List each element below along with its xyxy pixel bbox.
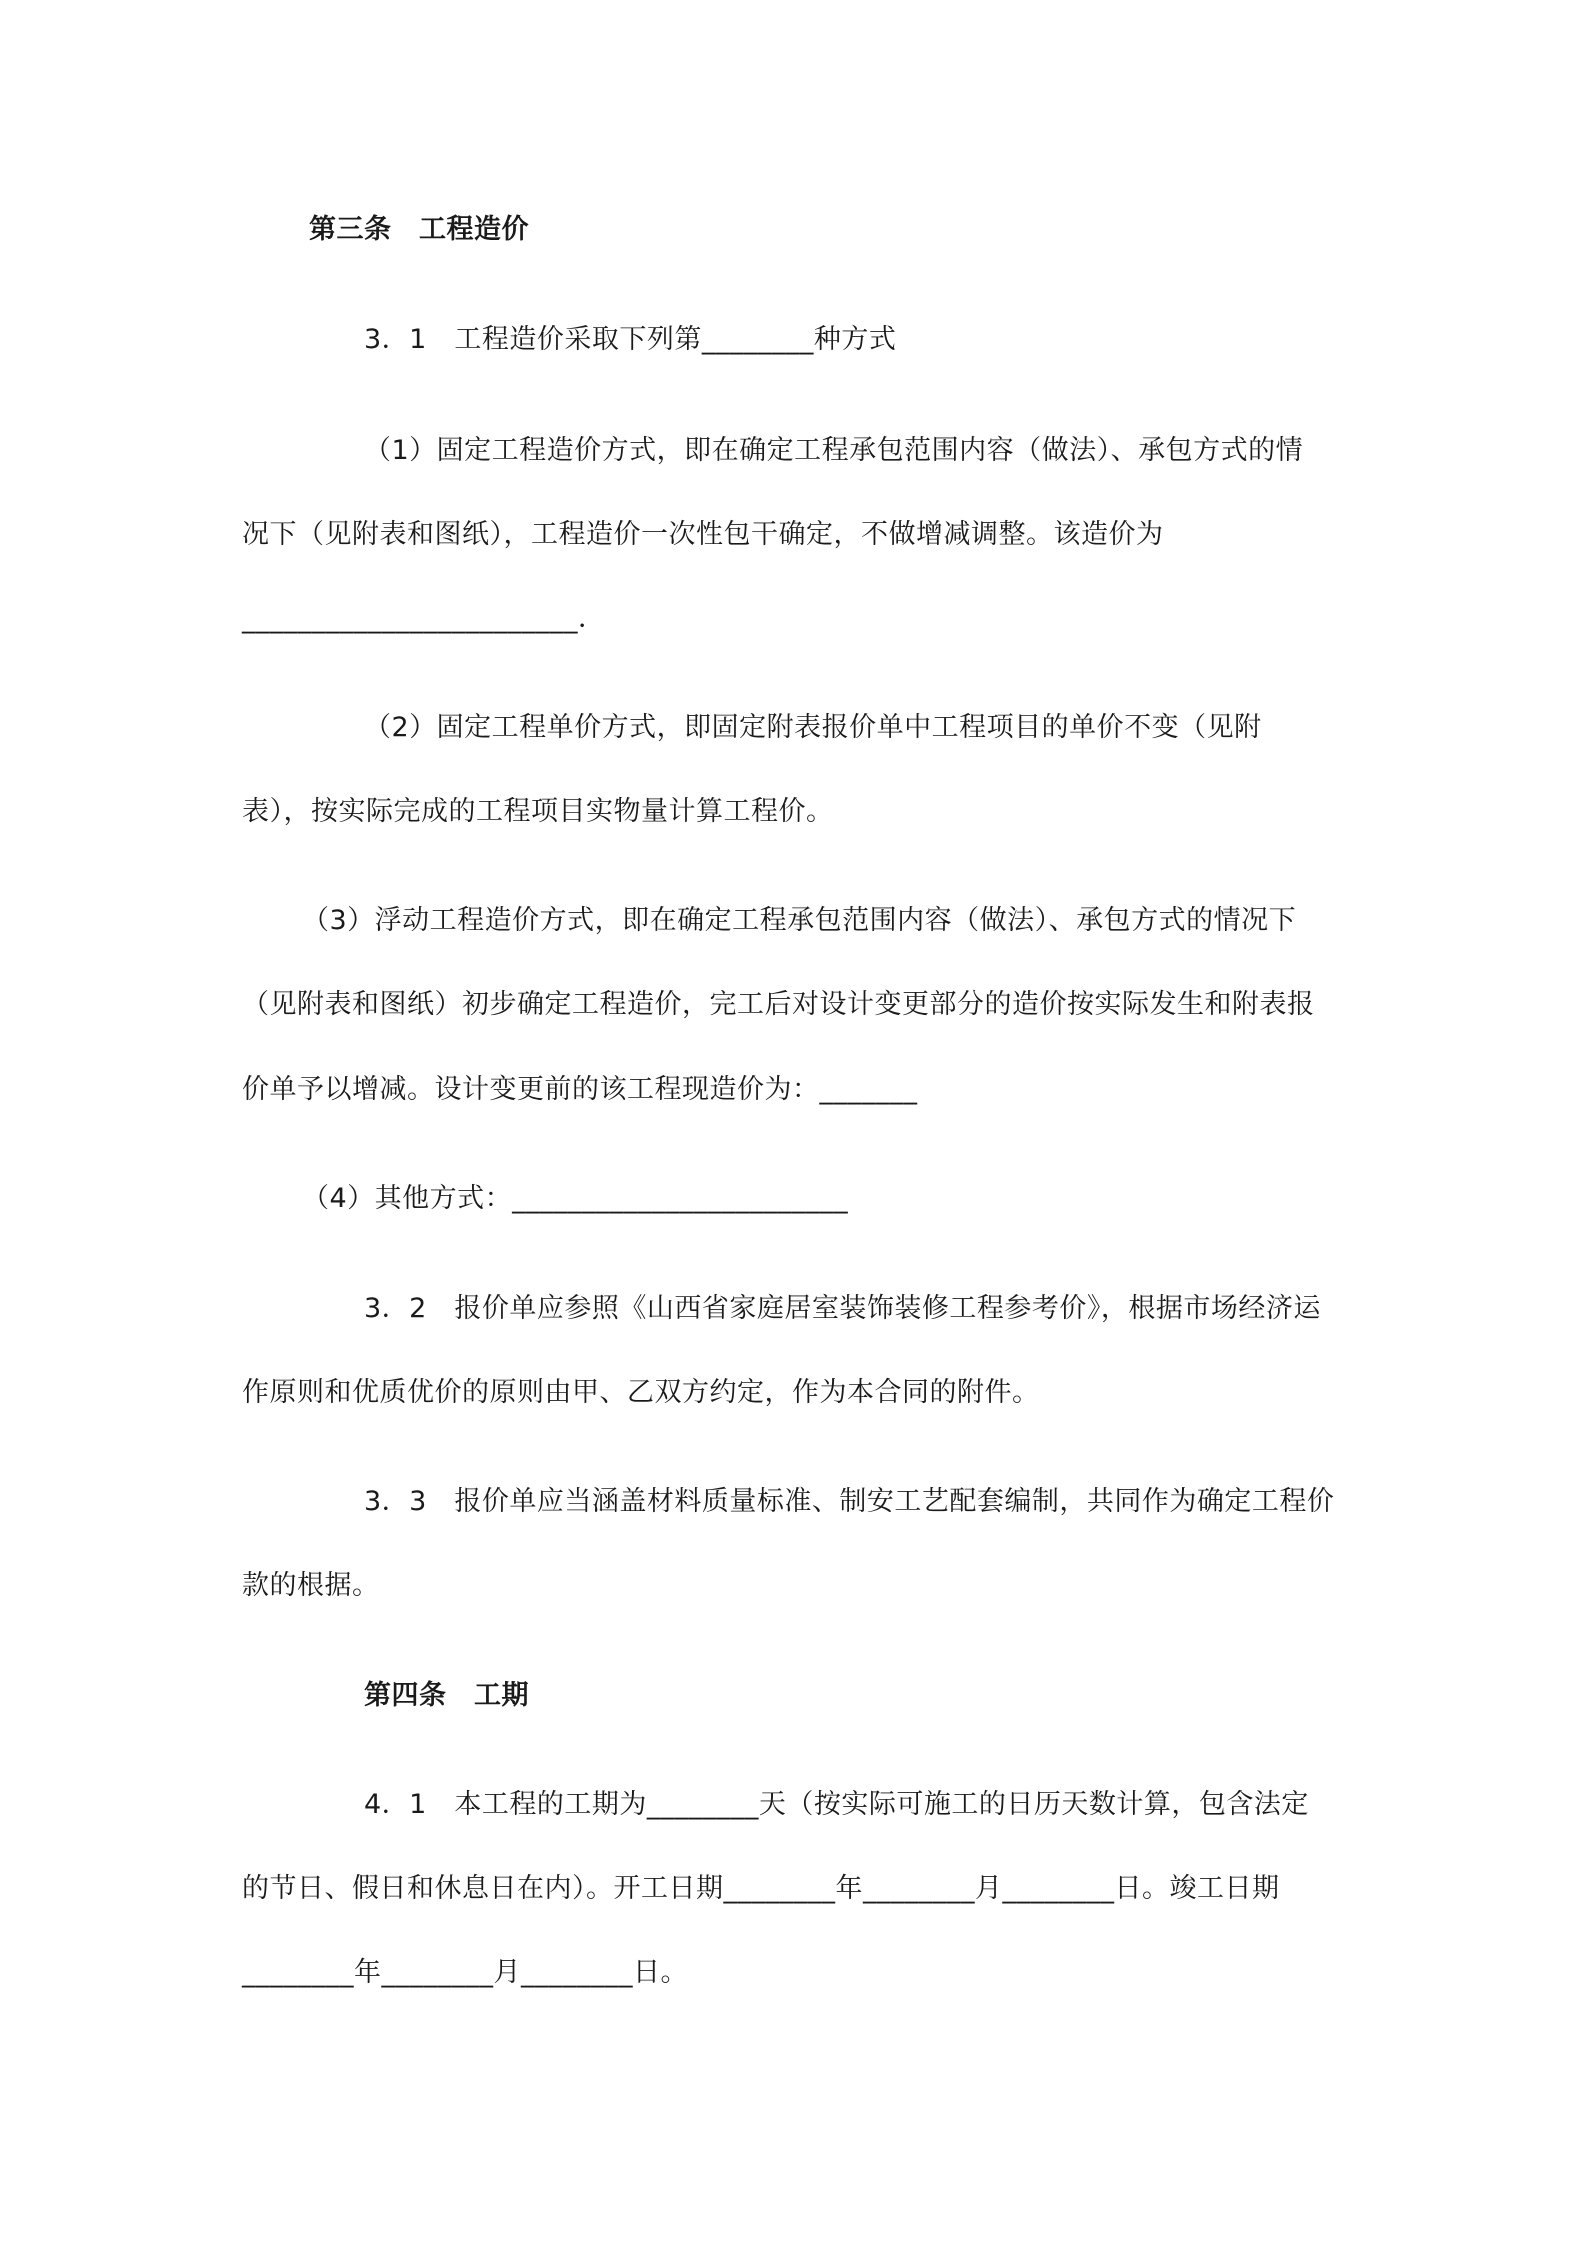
option-1-line-2: 况下（见附表和图纸），工程造价一次性包干确定，不做增减调整。该造价为 (242, 519, 1164, 550)
clause-4-1-line-1: 4．1 本工程的工期为________天（按实际可施工的日历天数计算，包含法定 (364, 1789, 1309, 1820)
clause-3-3-line-1: 3．3 报价单应当涵盖材料质量标准、制安工艺配套编制，共同作为确定工程价 (364, 1486, 1335, 1517)
article-4-heading: 第四条 工期 (364, 1680, 529, 1711)
option-3-line-2: （见附表和图纸）初步确定工程造价，完工后对设计变更部分的造价按实际发生和附表报 (242, 989, 1315, 1020)
clause-3-1: 3．1 工程造价采取下列第________种方式 (364, 324, 897, 355)
clause-3-2-line-2: 作原则和优质优价的原则由甲、乙双方约定，作为本合同的附件。 (242, 1377, 1040, 1408)
clause-3-3-line-2: 款的根据。 (242, 1570, 380, 1601)
option-2-line-1: （2）固定工程单价方式，即固定附表报价单中工程项目的单价不变（见附 (364, 712, 1262, 743)
clause-4-1-line-2: 的节日、假日和休息日在内）。开工日期________年________月________日。竣工日期 (242, 1873, 1280, 1904)
option-3-line-3: 价单予以增减。设计变更前的该工程现造价为：_______ (242, 1074, 918, 1105)
option-1-line-3: ________________________． (242, 603, 606, 634)
option-3-line-1: （3）浮动工程造价方式，即在确定工程承包范围内容（做法）、承包方式的情况下 (302, 905, 1297, 936)
option-2-line-2: 表），按实际完成的工程项目实物量计算工程价。 (242, 796, 834, 827)
option-1-line-1: （1）固定工程造价方式，即在确定工程承包范围内容（做法）、承包方式的情 (364, 435, 1304, 466)
article-3-heading: 第三条 工程造价 (309, 214, 529, 245)
clause-3-2-line-1: 3．2 报价单应参照《山西省家庭居室装饰装修工程参考价》，根据市场经济运 (364, 1293, 1321, 1324)
option-4: （4）其他方式：________________________ (302, 1183, 849, 1214)
clause-4-1-line-3: ________年________月________日。 (242, 1957, 688, 1988)
